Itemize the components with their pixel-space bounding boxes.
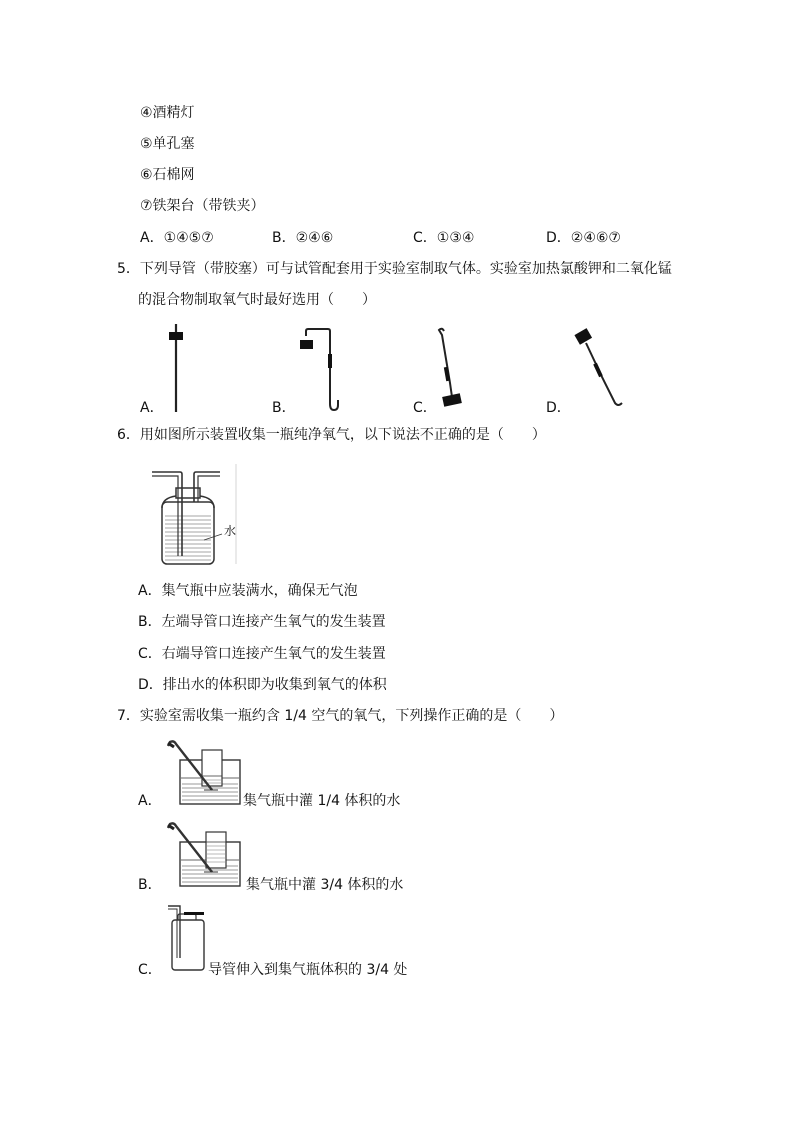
q7-stem: 7．实验室需收集一瓶约含 1/4 空气的氧气，下列操作正确的是（ ） [117, 708, 564, 724]
option-text: 左端导管口连接产生氧气的发生装置 [161, 614, 386, 630]
q4-item: ⑦铁架台（带铁夹） [140, 198, 265, 214]
q4-option-c[interactable] [413, 229, 474, 247]
trough-a-figure [160, 738, 242, 808]
option-text: ①③④ [436, 230, 475, 246]
q6-stem: 6．用如图所示装置收集一瓶纯净氧气，以下说法不正确的是（ ） [117, 427, 546, 443]
q7-option-b-text: 集气瓶中灌 3/4 体积的水 [246, 877, 404, 893]
tube-a-figure [162, 322, 192, 414]
option-letter: D． [138, 677, 163, 693]
q7-option-a-text: 集气瓶中灌 1/4 体积的水 [243, 793, 401, 809]
q7-option-a-letter[interactable]: A． [138, 793, 162, 809]
option-letter: C． [413, 230, 437, 246]
tube-c-figure [432, 325, 472, 413]
option-text: ②④⑥ [295, 230, 334, 246]
q7-option-b-letter[interactable]: B． [138, 877, 162, 893]
option-letter: A． [140, 230, 164, 246]
q5-stem-line2: 的混合物制取氧气时最好选用（ ） [138, 292, 376, 308]
q5-stem-line1: 5．下列导管（带胶塞）可与试管配套用于实验室制取气体。实验室加热氯酸钾和二氧化锰 [117, 261, 672, 277]
q6-option-b[interactable] [138, 613, 386, 631]
q5-option-b-label[interactable]: B． [272, 400, 296, 416]
q5-option-c-label[interactable]: C． [413, 400, 437, 416]
option-text: ②④⑥⑦ [570, 230, 621, 246]
q4-option-d[interactable] [546, 229, 621, 247]
q4-item: ⑥石棉网 [140, 167, 195, 183]
option-letter: D． [546, 230, 571, 246]
trough-b-figure [160, 820, 242, 890]
option-letter: B． [138, 614, 162, 630]
option-letter: A． [138, 583, 162, 599]
option-text: 排出水的体积即为收集到氧气的体积 [162, 677, 387, 693]
q4-option-a[interactable] [140, 229, 214, 247]
option-letter: B． [272, 230, 296, 246]
water-label: 水 [224, 524, 237, 538]
bottle-c-figure [164, 902, 210, 974]
option-text: 集气瓶中应装满水，确保无气泡 [161, 583, 358, 599]
q5-option-d-label[interactable]: D． [546, 400, 571, 416]
gas-bottle-figure [150, 460, 242, 568]
tube-b-figure [296, 326, 346, 414]
q7-option-c-text: 导管伸入到集气瓶体积的 3/4 处 [208, 962, 408, 978]
q4-item: ⑤单孔塞 [140, 136, 195, 152]
q5-option-a-label[interactable]: A． [140, 400, 164, 416]
option-text: 右端导管口连接产生氧气的发生装置 [161, 646, 386, 662]
q4-option-b[interactable] [272, 229, 333, 247]
q6-option-a[interactable] [138, 582, 358, 600]
option-letter: C． [138, 646, 162, 662]
q6-option-c[interactable] [138, 645, 386, 663]
q7-option-c-letter[interactable]: C． [138, 962, 162, 978]
q6-option-d[interactable] [138, 676, 387, 694]
q4-item: ④酒精灯 [140, 105, 195, 121]
tube-d-figure [568, 325, 628, 410]
option-text: ①④⑤⑦ [163, 230, 214, 246]
